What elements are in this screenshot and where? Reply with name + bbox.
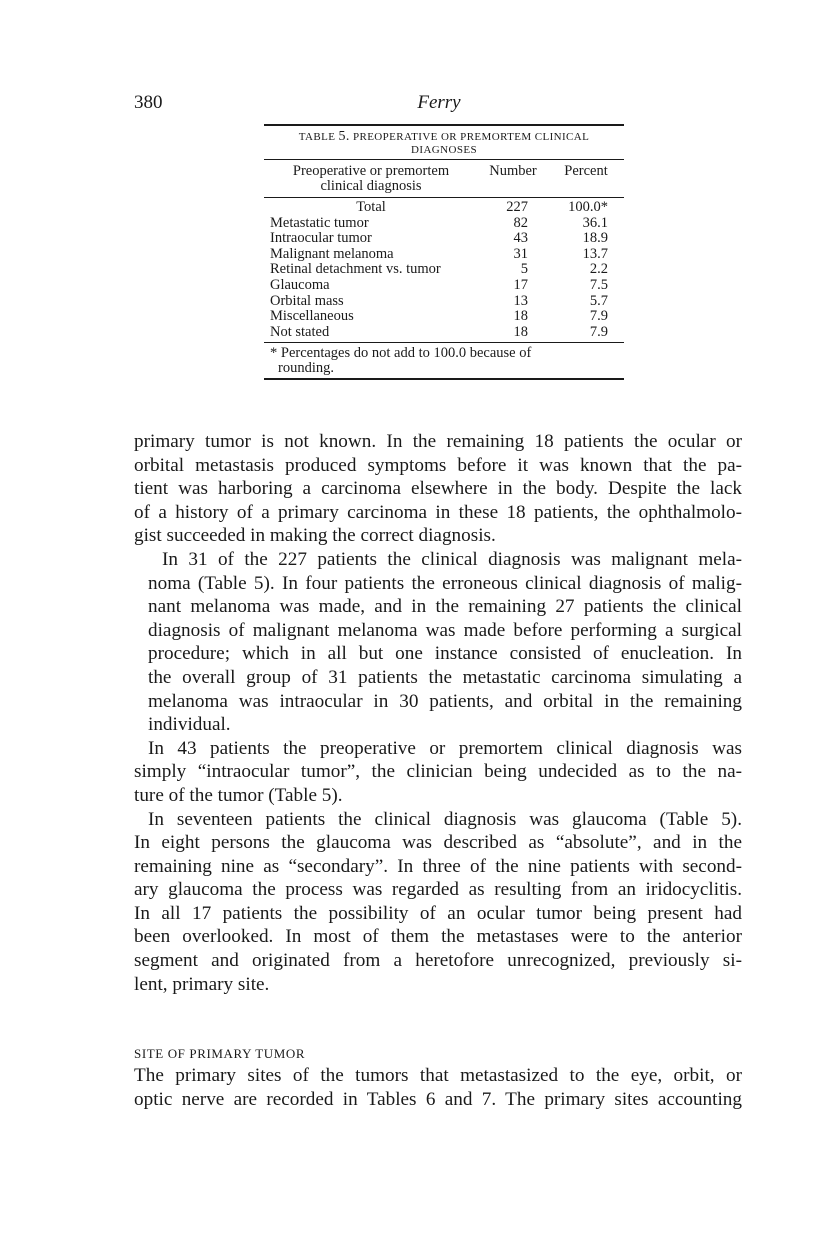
table-row xyxy=(264,294,624,310)
column-header-number: Number xyxy=(489,163,537,179)
paragraph xyxy=(134,548,742,737)
cell-diagnosis: Metastatic tumor xyxy=(270,214,369,231)
text-line: noma (Table 5). In four patients the erroneous clinical diagnosis of malig- xyxy=(148,572,742,594)
text-line: orbital metastasis produced symptoms before it was known that the pa- xyxy=(134,454,742,476)
text-line: In 31 of the 227 patients the clinical diagnosis was malignant mela- xyxy=(162,548,742,570)
text-line: primary tumor is not known. In the remaining 18 patients the ocular or xyxy=(134,431,742,452)
text-line: melanoma was intraocular in 30 patients, and orbital in the remaining xyxy=(148,690,742,712)
section-heading: SITE OF PRIMARY TUMOR xyxy=(134,1046,306,1061)
cell-number: 227 xyxy=(506,199,528,215)
cell-percent: 100.0* xyxy=(568,199,608,215)
text-line: ary glaucoma the process was regarded as resulting from an iridocyclitis. xyxy=(134,879,742,901)
cell-percent: 7.9 xyxy=(589,308,608,325)
text-line: of a history of a primary carcinoma in these 18 patients, the ophthalmolo- xyxy=(134,501,742,523)
text-line: individual. xyxy=(148,714,231,736)
table-row xyxy=(264,309,624,325)
table-label: TABLE xyxy=(298,131,336,143)
table-footnote-line1: * Percentages do not add to 100.0 because of xyxy=(270,345,532,362)
cell-number: 18 xyxy=(513,323,528,340)
text-line: been overlooked. In most of them the metastases were to the anterior xyxy=(134,926,742,948)
cell-diagnosis: Not stated xyxy=(270,323,330,340)
text-line: tient was harboring a carcinoma elsewhere in the body. Despite the lack xyxy=(134,478,742,500)
table-row xyxy=(264,247,624,263)
cell-percent: 7.9 xyxy=(589,323,608,340)
table-bottom-rule xyxy=(264,378,624,380)
cell-diagnosis: Malignant melanoma xyxy=(270,245,394,262)
cell-percent: 5.7 xyxy=(589,292,608,309)
text-line: ture of the tumor (Table 5). xyxy=(134,784,343,806)
cell-percent: 2.2 xyxy=(589,261,608,278)
table-title-line2: DIAGNOSES xyxy=(411,144,477,156)
text-line: procedure; which in all but one instance consisted of enucleation. In xyxy=(148,643,742,665)
cell-diagnosis: Retinal detachment vs. tumor xyxy=(270,261,441,278)
cell-percent: 7.5 xyxy=(589,276,608,293)
column-header-diagnosis xyxy=(264,164,478,194)
cell-number: 31 xyxy=(513,245,528,262)
text-line: nant melanoma was made, and in the remaining 27 patients the clinical xyxy=(148,596,742,618)
text-line: In eight persons the glaucoma was described as “absolute”, and in the xyxy=(134,832,742,854)
text-line: In 43 patients the preoperative or premortem clinical diagnosis was xyxy=(148,737,742,759)
table-row xyxy=(264,262,624,278)
cell-number: 43 xyxy=(513,230,528,247)
text-line: the overall group of 31 patients the metastatic carcinoma simulating a xyxy=(148,666,742,688)
cell-percent: 18.9 xyxy=(582,230,608,247)
text-line: optic nerve are recorded in Tables 6 and 7. The primary sites accounting xyxy=(134,1088,742,1110)
paragraph xyxy=(134,808,742,997)
table-title-line1: PREOPERATIVE OR PREMORTEM CLINICAL xyxy=(352,131,590,143)
cell-diagnosis: Orbital mass xyxy=(270,292,344,309)
text-line: The primary sites of the tumors that metastasized to the eye, orbit, or xyxy=(134,1065,742,1086)
table-row xyxy=(264,278,624,294)
cell-diagnosis: Total xyxy=(356,199,386,215)
table-row-total xyxy=(264,198,624,216)
paragraph xyxy=(134,737,742,808)
cell-percent: 36.1 xyxy=(582,214,608,231)
cell-percent: 13.7 xyxy=(582,245,608,262)
text-line: simply “intraocular tumor”, the clinician being undecided as to the na- xyxy=(134,761,742,783)
cell-number: 82 xyxy=(513,214,528,231)
cell-number: 13 xyxy=(513,292,528,309)
table-title xyxy=(264,126,624,159)
text-line: segment and originated from a heretofore unrecognized, previously si- xyxy=(134,950,742,972)
text-line: In all 17 patients the possibility of an ocular tumor being present had xyxy=(134,902,742,924)
cell-number: 17 xyxy=(513,276,528,293)
text-line: gist succeeded in making the correct diagnosis. xyxy=(134,525,496,547)
column-header-diagnosis-line1: Preoperative or premortem xyxy=(292,163,450,179)
text-line: remaining nine as “secondary”. In three of the nine patients with second- xyxy=(134,855,742,877)
cell-diagnosis: Glaucoma xyxy=(270,276,330,293)
paragraph xyxy=(134,430,742,548)
table-row xyxy=(264,231,624,247)
table-5 xyxy=(264,124,624,380)
cell-diagnosis: Miscellaneous xyxy=(270,308,354,325)
table-footnote xyxy=(264,343,624,378)
table-row xyxy=(264,216,624,232)
table-row xyxy=(264,325,624,341)
body-text xyxy=(134,430,742,996)
text-line: lent, primary site. xyxy=(134,973,270,995)
column-header-diagnosis-line2: clinical diagnosis xyxy=(320,178,422,194)
table-number: 5. xyxy=(338,129,350,144)
cell-number: 18 xyxy=(513,308,528,325)
table-header-row xyxy=(264,160,624,197)
cell-diagnosis: Intraocular tumor xyxy=(270,230,372,247)
table-body xyxy=(264,198,624,342)
page-number: 380 xyxy=(134,92,163,113)
table-footnote-line2: rounding. xyxy=(278,360,334,377)
cell-number: 5 xyxy=(520,261,528,278)
section-paragraph xyxy=(134,1064,742,1111)
column-header-percent: Percent xyxy=(564,163,608,179)
running-head: Ferry xyxy=(417,92,461,113)
text-line: diagnosis of malignant melanoma was made before performing a surgical xyxy=(148,619,742,641)
text-line: In seventeen patients the clinical diagnosis was glaucoma (Table 5). xyxy=(148,808,742,830)
